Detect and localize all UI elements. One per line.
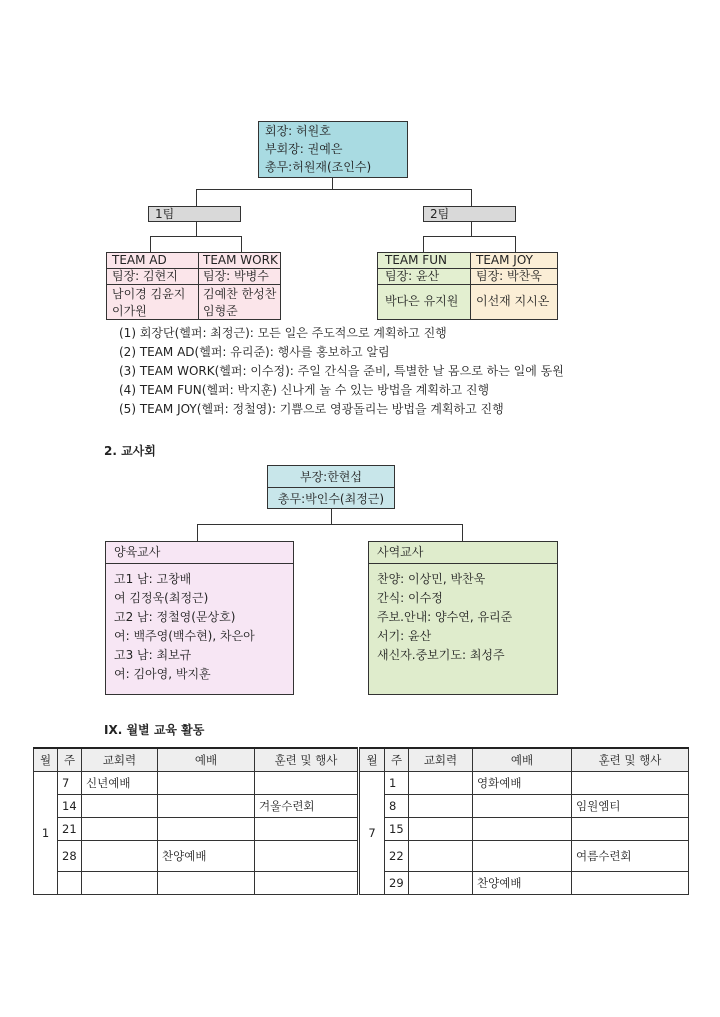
ministry-line: 간식: 이수정 xyxy=(377,591,443,605)
team-ad-leader: 팀장: 김현지 xyxy=(112,269,178,283)
connector xyxy=(241,236,242,252)
team1-table xyxy=(106,252,281,320)
team-joy-name: TEAM JOY xyxy=(476,253,533,267)
header-cell: 교회력 xyxy=(82,748,158,772)
calendar-cell xyxy=(82,818,158,841)
header-cell: 교회력 xyxy=(409,748,473,772)
header-cell: 훈련 및 행사 xyxy=(255,748,359,772)
week-cell: 1 xyxy=(385,772,409,795)
role-item: (5) TEAM JOY(헬퍼: 정철영): 기쁨으로 영광돌리는 방법을 계획하고 진행 xyxy=(119,402,504,416)
teacher-top-box xyxy=(267,465,395,509)
event-cell xyxy=(255,841,359,872)
teacher-secretary: 총무:박인수(최정근) xyxy=(277,492,385,506)
calendar-cell xyxy=(82,872,158,895)
month-cell: 7 xyxy=(359,772,385,895)
header-cell: 월 xyxy=(34,748,58,772)
nurture-line: 여 김정욱(최정근) xyxy=(114,591,209,605)
week-cell: 29 xyxy=(385,872,409,895)
header-cell: 예배 xyxy=(473,748,572,772)
event-cell: 임원엠티 xyxy=(572,795,689,818)
week-cell: 7 xyxy=(58,772,82,795)
connector xyxy=(471,189,472,206)
calendar-cell xyxy=(82,795,158,818)
header-cell: 주 xyxy=(58,748,82,772)
connector xyxy=(197,524,463,525)
team2-table xyxy=(377,252,558,320)
team2-label: 2팀 xyxy=(423,206,516,222)
team1-label: 1팀 xyxy=(148,206,241,222)
org-vice-president: 부회장: 권예은 xyxy=(265,142,343,156)
role-item: (1) 회장단(헬퍼: 최정근): 모든 일은 주도적으로 계획하고 진행 xyxy=(119,326,447,340)
role-item: (4) TEAM FUN(헬퍼: 박지훈) 신나게 놀 수 있는 방법을 계획하고 진행 xyxy=(119,383,490,397)
role-item: (2) TEAM AD(헬퍼: 유리준): 행사를 홍보하고 알림 xyxy=(119,345,390,359)
worship-cell xyxy=(158,872,255,895)
event-cell xyxy=(572,872,689,895)
header-cell: 훈련 및 행사 xyxy=(572,748,689,772)
org-top-box xyxy=(258,121,408,178)
calendar-cell xyxy=(409,841,473,872)
calendar-cell xyxy=(82,841,158,872)
connector xyxy=(196,189,472,190)
worship-cell xyxy=(473,841,572,872)
calendar-cell xyxy=(409,772,473,795)
nurture-line: 여: 김아영, 박지훈 xyxy=(114,667,211,681)
event-cell xyxy=(572,772,689,795)
event-cell xyxy=(255,772,359,795)
event-cell xyxy=(255,872,359,895)
connector xyxy=(197,524,198,541)
team-fun-name: TEAM FUN xyxy=(385,253,447,267)
event-cell: 겨울수련회 xyxy=(255,795,359,818)
team-joy-members: 이선재 지시온 xyxy=(476,294,550,308)
org-secretary: 총무:허원재(조인수) xyxy=(265,160,372,174)
month-cell: 1 xyxy=(34,772,58,895)
nurture-line: 고2 남: 정철영(문상호) xyxy=(114,610,236,624)
week-cell: 8 xyxy=(385,795,409,818)
worship-cell: 찬양예배 xyxy=(473,872,572,895)
header-cell: 주 xyxy=(385,748,409,772)
org-president: 회장: 허원호 xyxy=(265,124,331,138)
role-item: (3) TEAM WORK(헬퍼: 이수정): 주일 간식을 준비, 특별한 날 몸으로 하는 일에 동원 xyxy=(119,364,564,378)
monthly-schedule-table xyxy=(33,747,689,895)
header-cell: 예배 xyxy=(158,748,255,772)
week-cell: 14 xyxy=(58,795,82,818)
worship-cell xyxy=(473,818,572,841)
connector xyxy=(150,236,242,237)
calendar-cell xyxy=(409,872,473,895)
table-header-row xyxy=(34,748,689,772)
ministry-teachers-box xyxy=(368,541,558,695)
connector xyxy=(423,236,516,237)
calendar-cell xyxy=(409,818,473,841)
ministry-title: 사역교사 xyxy=(377,545,424,559)
nurture-line: 고3 남: 최보규 xyxy=(114,648,192,662)
worship-cell xyxy=(158,772,255,795)
header-cell: 월 xyxy=(359,748,385,772)
ministry-line: 새신자.중보기도: 최성주 xyxy=(377,648,505,662)
week-cell: 15 xyxy=(385,818,409,841)
connector xyxy=(423,236,424,252)
connector xyxy=(515,236,516,252)
event-cell: 여름수련회 xyxy=(572,841,689,872)
nurture-line: 여: 백주영(백수현), 차은아 xyxy=(114,629,255,643)
week-cell: 22 xyxy=(385,841,409,872)
ministry-line: 찬양: 이상민, 박찬욱 xyxy=(377,572,486,586)
calendar-cell xyxy=(409,795,473,818)
nurture-title: 양육교사 xyxy=(114,545,161,559)
section-title: IX. 월별 교육 활동 xyxy=(104,723,205,737)
week-cell xyxy=(58,872,82,895)
worship-cell: 영화예배 xyxy=(473,772,572,795)
team-ad-members: 남이경 김윤지 xyxy=(112,287,186,301)
team-work-name: TEAM WORK xyxy=(203,253,278,267)
connector xyxy=(196,189,197,206)
connector xyxy=(150,236,151,252)
week-cell: 28 xyxy=(58,841,82,872)
event-cell xyxy=(255,818,359,841)
event-cell xyxy=(572,818,689,841)
team-ad-members: 이가원 xyxy=(112,304,147,318)
connector xyxy=(331,509,332,525)
teacher-head: 부장:한현섭 xyxy=(299,470,362,484)
section-title: 2. 교사회 xyxy=(104,444,156,458)
worship-cell xyxy=(158,818,255,841)
team-work-leader: 팀장: 박병수 xyxy=(203,269,269,283)
connector xyxy=(196,222,197,236)
team-fun-leader: 팀장: 윤산 xyxy=(385,269,440,283)
calendar-cell: 신년예배 xyxy=(82,772,158,795)
table-row xyxy=(34,772,689,795)
nurture-teachers-box xyxy=(105,541,294,695)
ministry-line: 주보.안내: 양수연, 유리준 xyxy=(377,610,513,624)
team-work-members: 김예찬 한성찬 xyxy=(203,287,277,301)
week-cell: 21 xyxy=(58,818,82,841)
worship-cell xyxy=(473,795,572,818)
team-ad-name: TEAM AD xyxy=(112,253,167,267)
ministry-line: 서기: 윤산 xyxy=(377,629,432,643)
worship-cell: 찬양예배 xyxy=(158,841,255,872)
connector xyxy=(471,222,472,236)
team-work-members: 임형준 xyxy=(203,304,238,318)
team-joy-leader: 팀장: 박찬욱 xyxy=(476,269,542,283)
worship-cell xyxy=(158,795,255,818)
connector xyxy=(462,524,463,541)
team-fun-members: 박다은 유지원 xyxy=(385,294,459,308)
nurture-line: 고1 남: 고창배 xyxy=(114,572,192,586)
